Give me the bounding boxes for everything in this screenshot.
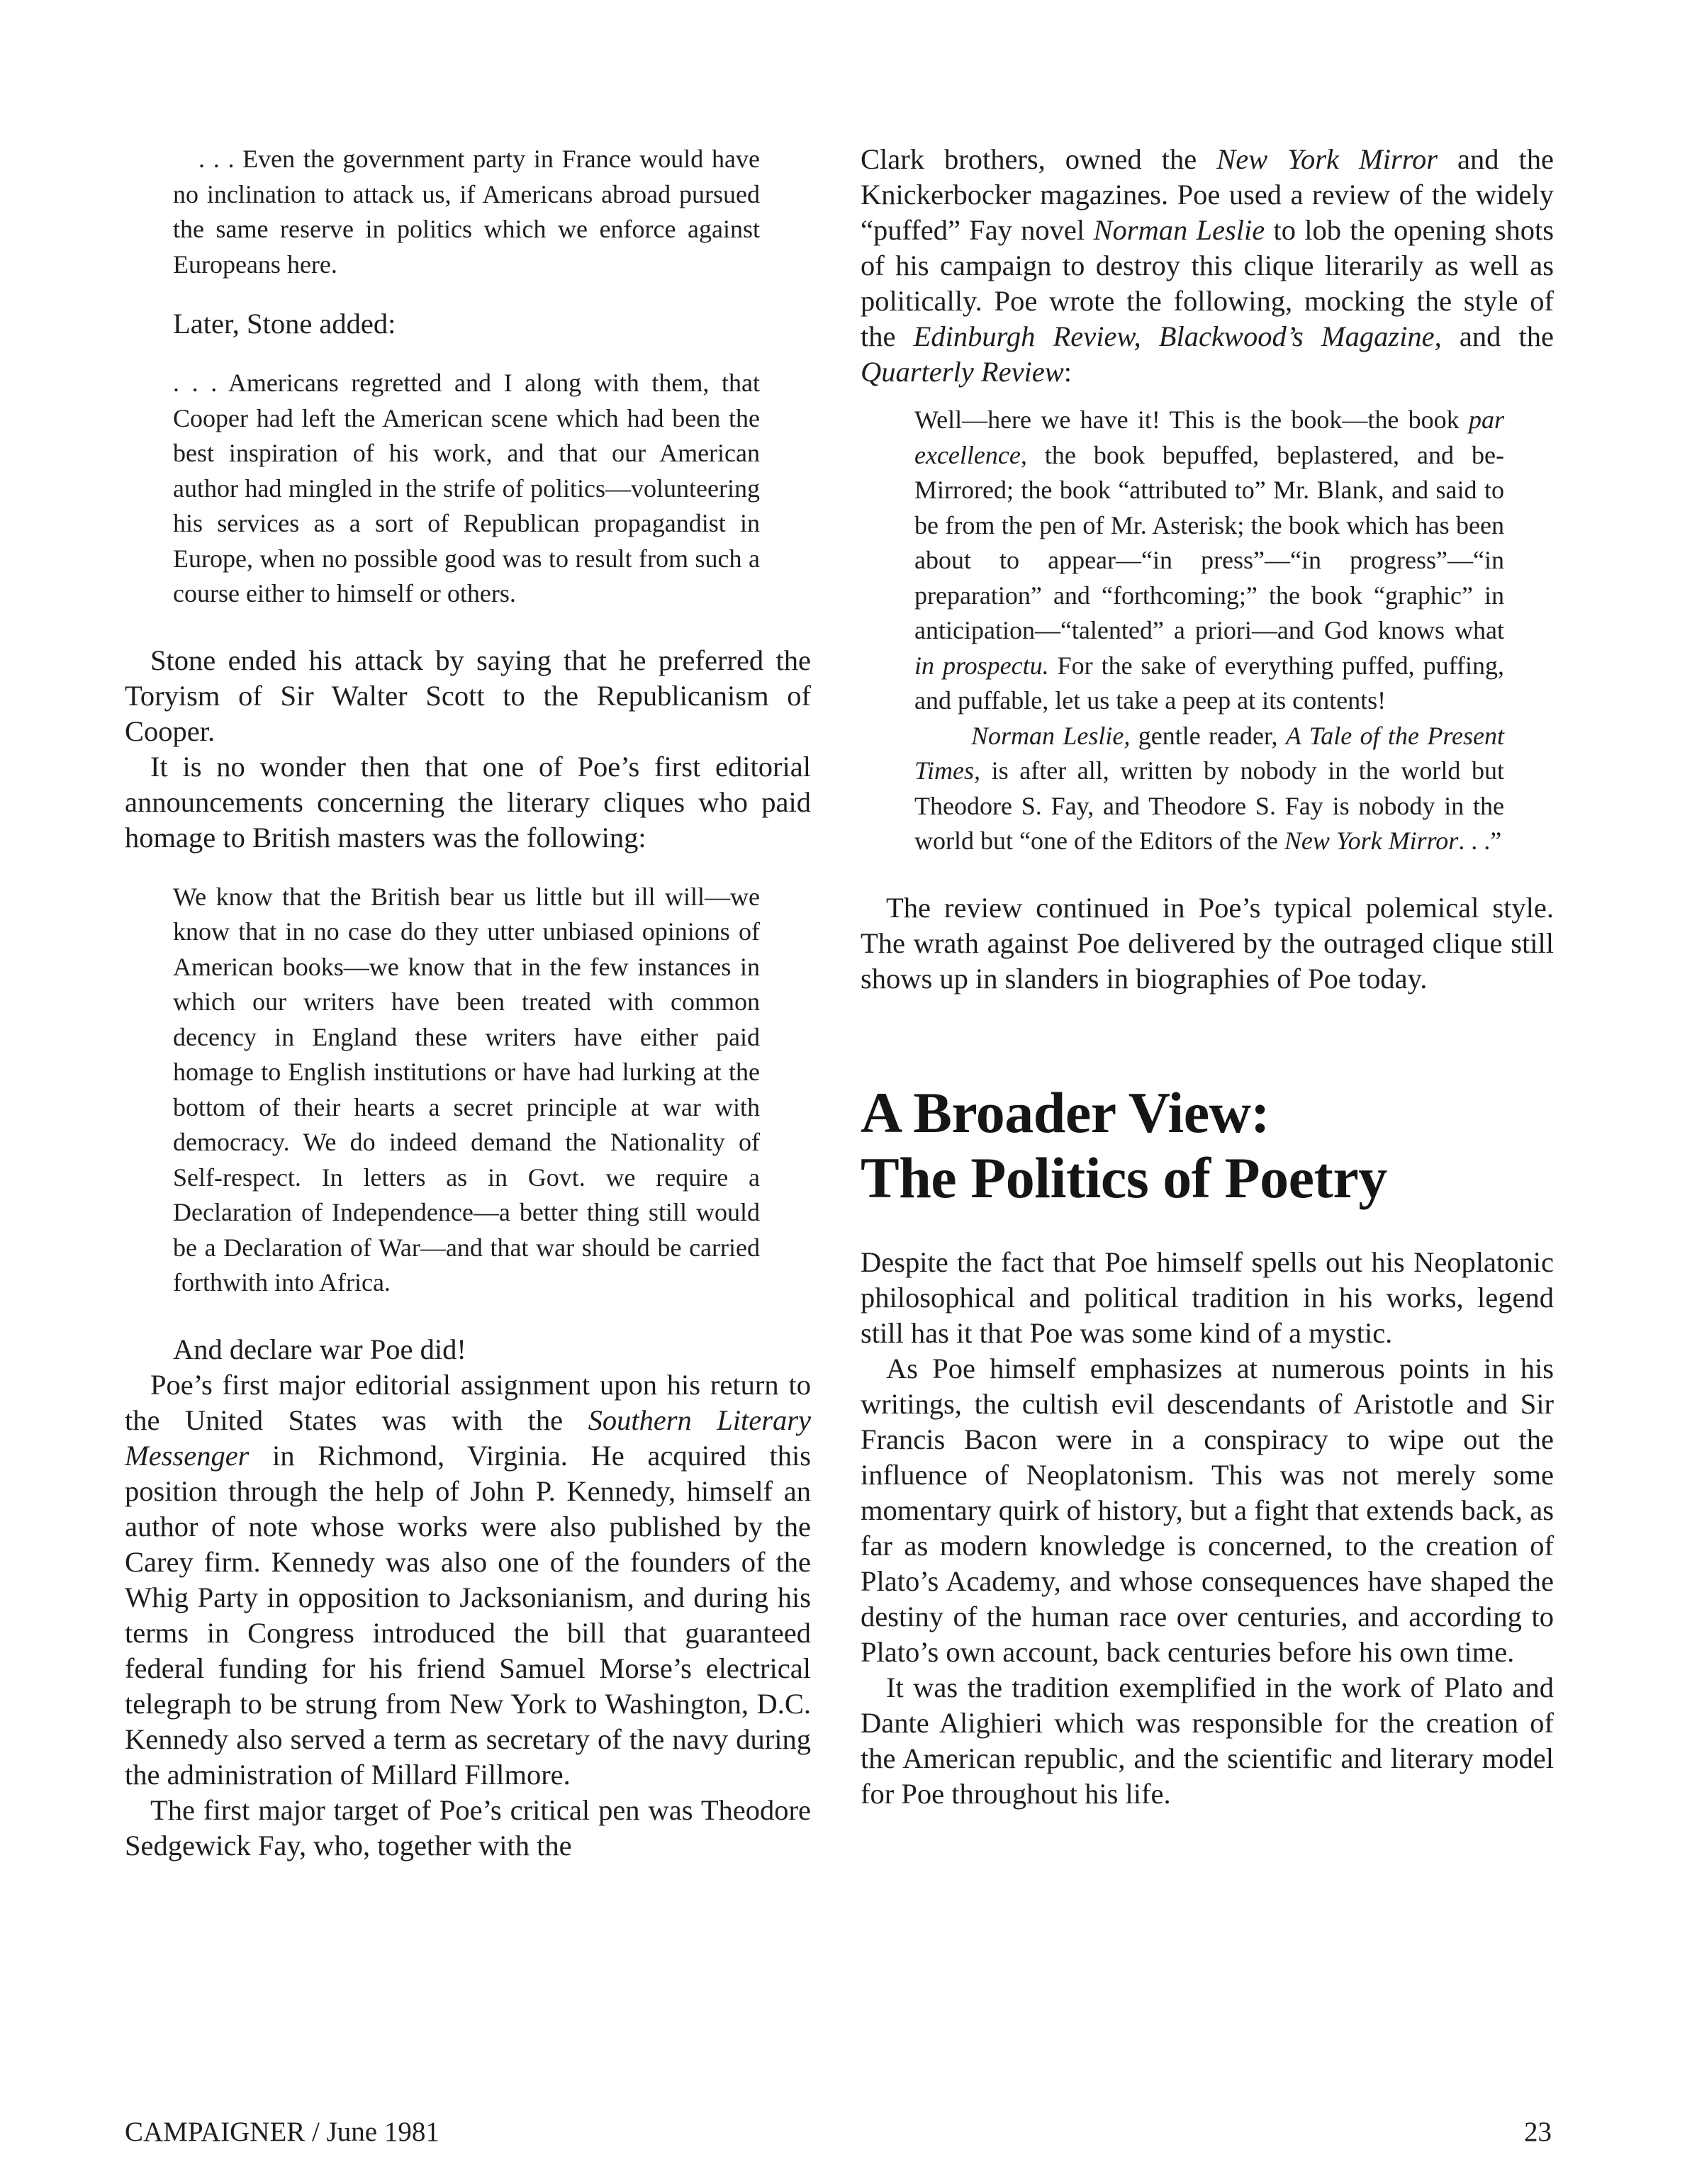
paragraph-declare-war: And declare war Poe did!: [173, 1333, 466, 1365]
block-quote-norman-leslie: Norman Leslie, gentle reader, A Tale of the Present Times, is after all, written by nobody in the world but Theodore S. Fay, and Theodore S. Fay is nobody in the world but “one of the Editors of the New York Mirror. . .”: [914, 721, 1504, 855]
paragraph-tradition: It was the tradition exemplified in the work of Plato and Dante Alighieri which was responsible for the creation of the American republic, and the scientific and literary model for Poe throughout his life.: [861, 1671, 1554, 1810]
block-quote-government-party: . . . Even the government party in France would have no inclination to attack us, if Americans abroad pursued the same reserve in politics which we enforce against Europeans here.: [173, 145, 760, 279]
paragraph-first-target: The first major target of Poe’s critical pen was Theodore Sedgewick Fay, who, together with the: [125, 1793, 811, 1861]
page-number: 23: [1524, 2117, 1552, 2147]
block-quote-british-bear: We know that the British bear us little but ill will—we know that in no case do they utter unbiased opinions of American books—we know that in the few instances in which our writers have been treated with common decency in England these writers have either paid homage to English institutions or have had lurking at the bottom of their hearts a secret principle at war with democracy. We do indeed demand the Nationality of Self-respect. In letters as in Govt. we require a Declaration of Independence—a better thing still would be a Declaration of War—and that war should be carried forthwith into Africa.: [173, 882, 760, 1297]
paragraph-no-wonder: It is no wonder then that one of Poe’s first editorial announcements concerning the literary cliques who paid homage to British masters was the following:: [125, 750, 811, 853]
paragraph-despite: Despite the fact that Poe himself spells out his Neoplatonic philosophical and political tradition in his works, legend still has it that Poe was some kind of a mystic.: [861, 1245, 1554, 1349]
paragraph-editorial-assignment: Poe’s first major editorial assignment upon his return to the United States was with the Southern Literary Messenger in Richmond, Virginia. He acquired this position through the help of John P. Kennedy, himself an author of note whose works were also published by the Carey firm. Kennedy was also one of the founders of the Whig Party in opposition to Jacksonianism, and during his terms in Congress introduced the bill that guaranteed federal funding for his friend Samuel Morse’s electrical telegraph to be strung from New York to Washington, D.C. Kennedy also served a term as secretary of the navy during the administration of Millard Fillmore.: [125, 1368, 811, 1791]
section-heading: A Broader View: The Politics of Poetry: [861, 1080, 1387, 1210]
paragraph-review-continued: The review continued in Poe’s typical polemical style. The wrath against Poe delivered by the outraged clique still shows up in slanders in biographies of Poe today.: [861, 891, 1554, 995]
left-column: [125, 142, 811, 1864]
block-quote-here-we-have-it: Well—here we have it! This is the book—the book par excellence, the book bepuffed, beplastered, and be-Mirrored; the book “attributed to” Mr. Blank, and said to be from the pen of Mr. Asterisk; the book which has been about to appear—“in press”—“in progress”—“in preparation” and “forthcoming;” the book “graphic” in anticipation—“talented” a priori—and God knows what in prospectu. For the sake of everything puffed, puffing, and puffable, let us take a peep at its contents!: [914, 405, 1504, 715]
right-column: [861, 142, 1554, 1812]
footer-publication: CAMPAIGNER / June 1981: [125, 2117, 439, 2147]
block-quote-americans-regretted: . . . Americans regretted and I along with them, that Cooper had left the American scene which had been the best inspiration of his work, and that our American author had mingled in the strife of politics—volunteering his services as a sort of Republican propagandist in Europe, when no possible good was to result from such a course either to himself or others.: [173, 369, 760, 607]
later-stone-added: Later, Stone added:: [173, 308, 396, 340]
paragraph-poe-emphasizes: As Poe himself emphasizes at numerous points in his writings, the cultish evil descendants of Aristotle and Sir Francis Bacon were in a conspiracy to wipe out the influence of Neoplatonism. This was not merely some momentary quirk of history, but a fight that extends back, as far as modern knowledge is concerned, to the creation of Plato’s Academy, and whose consequences have shaped the destiny of the human race over centuries, and according to Plato’s own account, back centuries before his own time.: [861, 1352, 1554, 1668]
paragraph-clark-brothers: Clark brothers, owned the New York Mirror and the Knickerbocker magazines. Poe used a review of the widely “puffed” Fay novel Norman Leslie to lob the opening shots of his campaign to destroy this clique literarily as well as politically. Poe wrote the following, mocking the style of the Edinburgh Review, Blackwood’s Magazine, and the Quarterly Review:: [861, 143, 1554, 388]
paragraph-stone-ended: Stone ended his attack by saying that he preferred the Toryism of Sir Walter Scott to the Republicanism of Cooper.: [125, 644, 811, 747]
